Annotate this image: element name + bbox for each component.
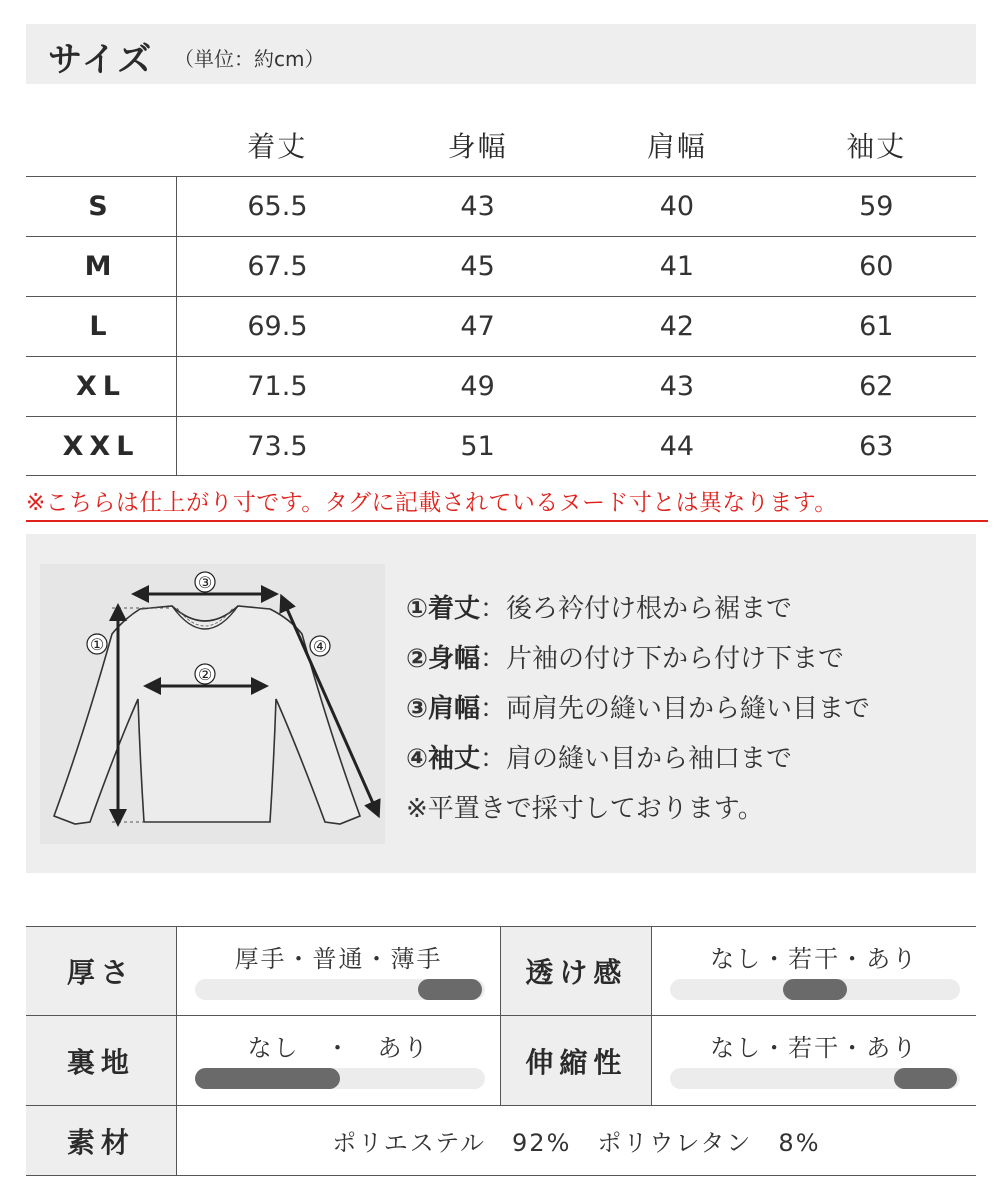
thickness-track <box>195 979 485 1000</box>
size-label: L <box>26 297 177 357</box>
legend-desc: ：後ろ衿付け根から裾まで <box>480 594 793 624</box>
shoulder-value: 43 <box>577 357 776 417</box>
header-width: 身幅 <box>378 114 577 177</box>
size-label: XXL <box>26 417 177 476</box>
marker-4: ④ <box>312 637 328 656</box>
length-value: 69.5 <box>177 297 378 357</box>
legend-desc: ：片袖の付け下から付け下まで <box>480 644 845 674</box>
lining-indicator <box>195 1068 340 1089</box>
header-shoulder: 肩幅 <box>577 114 776 177</box>
legend-label: 身幅 <box>428 644 481 674</box>
sleeve-value: 59 <box>777 177 976 237</box>
stretch-indicator <box>894 1068 958 1089</box>
header-corner <box>26 114 177 177</box>
size-title: サイズ <box>48 40 154 80</box>
shirt-illustration-icon <box>40 564 385 844</box>
size-table-header <box>26 114 976 177</box>
legend-desc: ：両肩先の縫い目から縫い目まで <box>480 694 871 724</box>
sleeve-value: 60 <box>777 237 976 297</box>
thickness-options: 厚手・普通・薄手 <box>234 945 443 973</box>
fabric-spec-table <box>26 926 976 1176</box>
stretch-options: なし・若干・あり <box>710 1034 919 1062</box>
width-value: 45 <box>378 237 577 297</box>
length-value: 65.5 <box>177 177 378 237</box>
table-row <box>26 177 976 237</box>
sleeve-value: 61 <box>777 297 976 357</box>
length-value: 73.5 <box>177 417 378 476</box>
legend-label: 着丈 <box>428 594 481 624</box>
shoulder-value: 40 <box>577 177 776 237</box>
lining-scale <box>176 1016 501 1106</box>
width-value: 51 <box>378 417 577 476</box>
marker-1: ① <box>89 635 105 654</box>
sheerness-label: 透け感 <box>501 927 652 1016</box>
size-label: M <box>26 237 177 297</box>
length-value: 71.5 <box>177 357 378 417</box>
flat-measure-note: ※平置きで採寸しております。 <box>406 794 764 824</box>
material-value: ポリエステル 92% ポリウレタン 8% <box>176 1106 976 1176</box>
lining-track <box>195 1068 485 1089</box>
sheerness-track <box>670 979 960 1000</box>
spec-row <box>26 1016 976 1106</box>
legend-item-width: ②身幅：片袖の付け下から付け下まで <box>406 644 845 674</box>
size-unit: （単位：約cm） <box>174 47 325 71</box>
header-length: 着丈 <box>177 114 378 177</box>
finished-size-note: ※こちらは仕上がり寸です。タグに記載されているヌード寸とは異なります。 <box>26 484 988 522</box>
lining-label: 裏地 <box>26 1016 176 1106</box>
thickness-label: 厚さ <box>26 927 176 1016</box>
legend-item-sleeve: ④袖丈：肩の縫い目から袖口まで <box>406 744 793 774</box>
sleeve-value: 62 <box>777 357 976 417</box>
length-value: 67.5 <box>177 237 378 297</box>
measurement-panel <box>26 534 976 873</box>
sleeve-value: 63 <box>777 417 976 476</box>
table-row <box>26 417 976 476</box>
size-label: S <box>26 177 177 237</box>
header-sleeve: 袖丈 <box>777 114 976 177</box>
marker-3: ③ <box>197 573 213 592</box>
shoulder-value: 44 <box>577 417 776 476</box>
sheerness-scale <box>652 927 976 1016</box>
legend-label: 肩幅 <box>428 694 481 724</box>
marker-2: ② <box>197 665 213 684</box>
stretch-track <box>670 1068 960 1089</box>
material-label: 素材 <box>26 1106 176 1176</box>
size-label: XL <box>26 357 177 417</box>
table-row <box>26 297 976 357</box>
width-value: 49 <box>378 357 577 417</box>
stretch-label: 伸縮性 <box>501 1016 652 1106</box>
spec-row <box>26 927 976 1016</box>
shoulder-value: 41 <box>577 237 776 297</box>
legend-desc: ：肩の縫い目から袖口まで <box>480 744 793 774</box>
garment-diagram <box>40 564 385 844</box>
thickness-indicator <box>418 979 482 1000</box>
legend-item-length: ①着丈：後ろ衿付け根から裾まで <box>406 594 793 624</box>
size-title-bar <box>26 24 976 84</box>
sheerness-indicator <box>783 979 847 1000</box>
legend-label: 袖丈 <box>428 744 481 774</box>
measurement-legend <box>406 584 870 834</box>
table-row <box>26 237 976 297</box>
legend-item-shoulder: ③肩幅：両肩先の縫い目から縫い目まで <box>406 694 871 724</box>
sheerness-options: なし・若干・あり <box>710 945 919 973</box>
stretch-scale <box>652 1016 976 1106</box>
width-value: 43 <box>378 177 577 237</box>
spec-row <box>26 1106 976 1176</box>
thickness-scale <box>176 927 501 1016</box>
width-value: 47 <box>378 297 577 357</box>
size-table <box>26 114 976 476</box>
table-row <box>26 357 976 417</box>
shoulder-value: 42 <box>577 297 776 357</box>
lining-options: なし ・ あり <box>247 1034 430 1062</box>
